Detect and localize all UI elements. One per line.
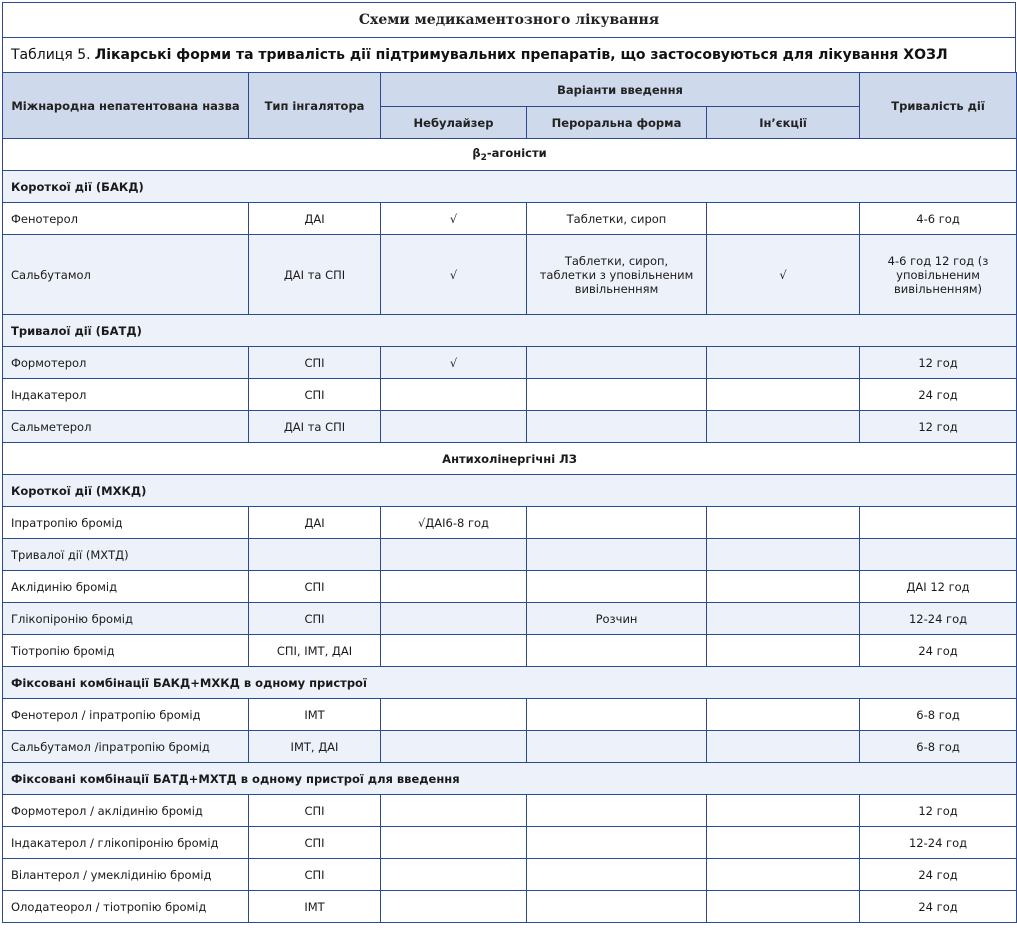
drug-name: Фенотерол xyxy=(3,203,249,235)
subsection-short-acting-anticholinergic: Короткої дії (МХКД) xyxy=(3,475,1017,507)
duration-cell: 12-24 год xyxy=(860,603,1017,635)
duration-cell xyxy=(860,507,1017,539)
nebulizer-cell: √ДАІ6-8 год xyxy=(381,507,527,539)
banner-title: Схеми медикаментозного лікування xyxy=(358,12,660,28)
inhaler-type xyxy=(249,539,381,571)
injection-cell xyxy=(707,571,860,603)
subsection-short-acting-beta: Короткої дії (БАКД) xyxy=(3,171,1017,203)
inhaler-type: СПІ xyxy=(249,827,381,859)
table-row xyxy=(3,347,1017,379)
inhaler-type: СПІ xyxy=(249,603,381,635)
document-page xyxy=(2,2,1016,938)
header-inhaler: Тип інгалятора xyxy=(249,73,381,139)
inhaler-type: ДАІ xyxy=(249,203,381,235)
section-banner xyxy=(2,2,1016,38)
nebulizer-cell xyxy=(381,731,527,763)
header-duration: Тривалість дії xyxy=(860,73,1017,139)
table-row xyxy=(3,507,1017,539)
nebulizer-cell: √ xyxy=(381,347,527,379)
oral-cell xyxy=(527,827,707,859)
oral-cell xyxy=(527,379,707,411)
oral-cell xyxy=(527,731,707,763)
duration-cell: 6-8 год xyxy=(860,699,1017,731)
header-oral: Пероральна форма xyxy=(527,107,707,139)
header-name: Міжнародна непатентована назва xyxy=(3,73,249,139)
table-caption xyxy=(2,38,1016,72)
inhaler-type: ІМТ xyxy=(249,891,381,923)
injection-cell xyxy=(707,507,860,539)
nebulizer-cell xyxy=(381,411,527,443)
injection-cell xyxy=(707,203,860,235)
inhaler-type: СПІ xyxy=(249,347,381,379)
duration-cell: 24 год xyxy=(860,379,1017,411)
table-row xyxy=(3,635,1017,667)
table-row xyxy=(3,571,1017,603)
duration-cell: 12 год xyxy=(860,347,1017,379)
table-row xyxy=(3,731,1017,763)
subsection-long-acting-beta: Тривалої дії (БАТД) xyxy=(3,315,1017,347)
table-row xyxy=(3,795,1017,827)
oral-cell xyxy=(527,635,707,667)
header-nebulizer: Небулайзер xyxy=(381,107,527,139)
oral-cell xyxy=(527,859,707,891)
injection-cell xyxy=(707,827,860,859)
duration-cell: 12 год xyxy=(860,795,1017,827)
injection-cell xyxy=(707,539,860,571)
injection-cell xyxy=(707,859,860,891)
subsection-saba-sama-combinations: Фіксовані комбінації БАКД+МХКД в одному пристрої xyxy=(3,667,1017,699)
injection-cell xyxy=(707,411,860,443)
section-beta2-agonists xyxy=(3,139,1017,171)
duration-cell: 12 год xyxy=(860,411,1017,443)
section-anticholinergics: Антихолінергічні ЛЗ xyxy=(3,443,1017,475)
injection-cell xyxy=(707,731,860,763)
table-row xyxy=(3,235,1017,315)
oral-cell xyxy=(527,539,707,571)
table-row xyxy=(3,379,1017,411)
duration-cell: 24 год xyxy=(860,859,1017,891)
duration-cell: 12-24 год xyxy=(860,827,1017,859)
drug-name: Олодатеорол / тіотропію бромід xyxy=(3,891,249,923)
drug-name: Фенотерол / іпратропію бромід xyxy=(3,699,249,731)
nebulizer-cell xyxy=(381,795,527,827)
inhaler-type: ДАІ та СПІ xyxy=(249,411,381,443)
oral-cell xyxy=(527,795,707,827)
injection-cell xyxy=(707,347,860,379)
nebulizer-cell: √ xyxy=(381,203,527,235)
drug-name: Сальбутамол /іпратропію бромід xyxy=(3,731,249,763)
injection-cell xyxy=(707,603,860,635)
table-row xyxy=(3,859,1017,891)
section-beta2-sub: 2 xyxy=(480,153,487,163)
injection-cell xyxy=(707,379,860,411)
inhaler-type: ІМТ xyxy=(249,699,381,731)
inhaler-type: СПІ xyxy=(249,379,381,411)
drug-table xyxy=(2,72,1017,923)
drug-name: Тіотропію бромід xyxy=(3,635,249,667)
nebulizer-cell xyxy=(381,859,527,891)
table-row xyxy=(3,827,1017,859)
nebulizer-cell xyxy=(381,571,527,603)
section-beta2-prefix: β xyxy=(472,146,481,160)
oral-cell xyxy=(527,411,707,443)
injection-cell xyxy=(707,699,860,731)
table-row xyxy=(3,699,1017,731)
duration-cell: ДАІ 12 год xyxy=(860,571,1017,603)
drug-name: Сальбутамол xyxy=(3,235,249,315)
section-beta2-suffix: -агоністи xyxy=(486,146,547,160)
oral-cell xyxy=(527,507,707,539)
inhaler-type: ДАІ xyxy=(249,507,381,539)
table-row xyxy=(3,203,1017,235)
injection-cell xyxy=(707,795,860,827)
injection-cell xyxy=(707,635,860,667)
drug-name: Іпратропію бромід xyxy=(3,507,249,539)
oral-cell xyxy=(527,699,707,731)
drug-name: Сальметерол xyxy=(3,411,249,443)
inhaler-type: СПІ xyxy=(249,571,381,603)
duration-cell: 24 год xyxy=(860,635,1017,667)
nebulizer-cell: √ xyxy=(381,235,527,315)
drug-name: Формотерол / аклідинію бромід xyxy=(3,795,249,827)
injection-cell: √ xyxy=(707,235,860,315)
drug-name: Тривалої дії (МХТД) xyxy=(3,539,249,571)
nebulizer-cell xyxy=(381,603,527,635)
inhaler-type: СПІ, ІМТ, ДАІ xyxy=(249,635,381,667)
duration-cell: 4-6 год 12 год (з уповільненим вивільненням) xyxy=(860,235,1017,315)
inhaler-type: СПІ xyxy=(249,795,381,827)
table-row xyxy=(3,891,1017,923)
injection-cell xyxy=(707,891,860,923)
drug-name: Індакатерол / глікопіронію бромід xyxy=(3,827,249,859)
table-row xyxy=(3,603,1017,635)
table-caption-prefix: Таблиця 5. xyxy=(11,47,91,63)
duration-cell: 4-6 год xyxy=(860,203,1017,235)
duration-cell xyxy=(860,539,1017,571)
table-row xyxy=(3,539,1017,571)
header-routes: Варіанти введення xyxy=(381,73,860,107)
inhaler-type: ІМТ, ДАІ xyxy=(249,731,381,763)
oral-cell: Таблетки, сироп, таблетки з уповільненим вивільненням xyxy=(527,235,707,315)
nebulizer-cell xyxy=(381,379,527,411)
nebulizer-cell xyxy=(381,539,527,571)
header-injection: Ін’єкції xyxy=(707,107,860,139)
nebulizer-cell xyxy=(381,891,527,923)
table-row xyxy=(3,411,1017,443)
table-caption-text: Лікарські форми та тривалість дії підтримувальних препаратів, що застосовуються для лікування ХОЗЛ xyxy=(94,47,948,63)
inhaler-type: ДАІ та СПІ xyxy=(249,235,381,315)
duration-cell: 24 год xyxy=(860,891,1017,923)
nebulizer-cell xyxy=(381,827,527,859)
drug-name: Формотерол xyxy=(3,347,249,379)
inhaler-type: СПІ xyxy=(249,859,381,891)
duration-cell: 6-8 год xyxy=(860,731,1017,763)
oral-cell xyxy=(527,571,707,603)
drug-name: Індакатерол xyxy=(3,379,249,411)
subsection-laba-lama-combinations: Фіксовані комбінації БАТД+МХТД в одному пристрої для введення xyxy=(3,763,1017,795)
drug-name: Вілантерол / умеклідинію бромід xyxy=(3,859,249,891)
nebulizer-cell xyxy=(381,635,527,667)
drug-name: Аклідинію бромід xyxy=(3,571,249,603)
oral-cell xyxy=(527,347,707,379)
oral-cell: Розчин xyxy=(527,603,707,635)
nebulizer-cell xyxy=(381,699,527,731)
oral-cell: Таблетки, сироп xyxy=(527,203,707,235)
oral-cell xyxy=(527,891,707,923)
drug-name: Глікопіронію бромід xyxy=(3,603,249,635)
